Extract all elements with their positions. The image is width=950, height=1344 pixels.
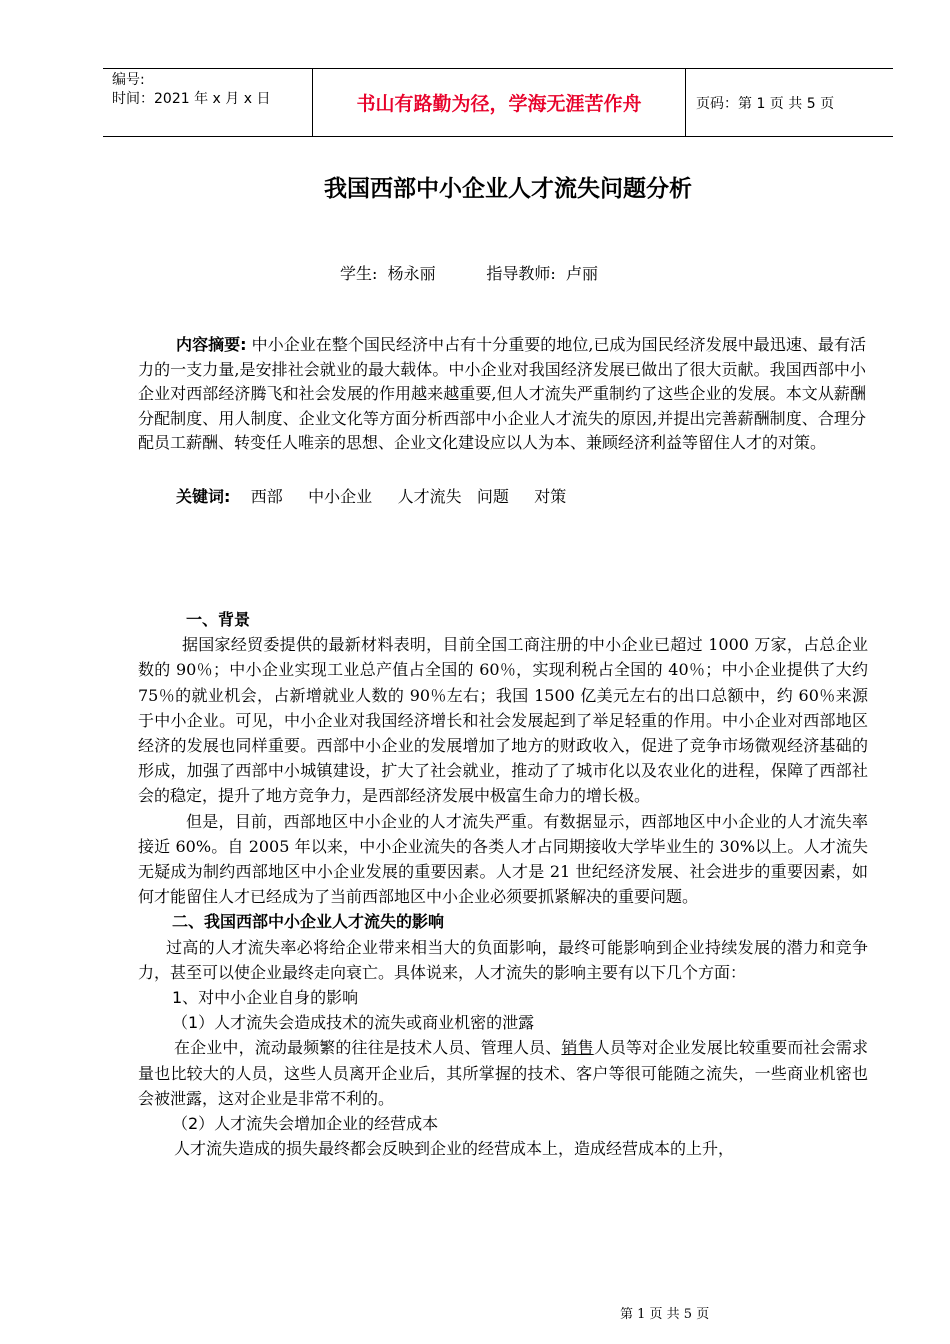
paragraph-part: 人员等对企业发展比较重要而社会需求量也比较大的人员，这些人员离开企业后，其所掌握的技术、客户等很可能随之流失，一些商业机密也会被泄露，这对企业是非常不利的。 [138,1038,868,1108]
subheading: （2）人才流失会增加企业的经营成本 [172,1114,439,1134]
header-left-cell [103,69,313,136]
number-label: 编号: [112,72,145,88]
subheading: （1）人才流失会造成技术的流失或商业机密的泄露 [172,1013,535,1033]
paragraph: 据国家经贸委提供的最新材料表明，目前全国工商注册的中小企业已超过 1000 万家，占总企业数的 90％；中小企业实现工业总产值占全国的 60％，实现利税占全国的 40％；中小企业提供了大约 75％的就业机会，占新增就业人数的 90％左右；我国 1500 亿美元左右的出口总额中，约 60％来源于中小企业。可见，中小企业对我国经济增长和社会发展起到了举足轻重的作用。中小企业对西部地区经济的发展也同样重要。西部中小企业的发展增加了地方的财政收入，促进了竞争市场微观经济基础的形成，加强了西部中小城镇建设，扩大了社会就业，推动了了城市化以及农业化的进程，保障了西部社会的稳定，提升了地方竞争力，是西部经济发展中极富生命力的增长极。 [138,635,868,806]
header-table [103,68,893,137]
heading-background: 一、背景 [186,610,251,629]
heading-impact: 二、我国西部中小企业人才流失的影响 [172,912,445,932]
authors-line: 学生: 杨永丽 指导教师: 卢丽 [340,264,598,283]
link-sales[interactable]: 销售 [561,1038,594,1058]
document-title: 我国西部中小企业人才流失问题分析 [324,176,692,202]
abstract-label: 内容摘要: [176,335,247,354]
abstract [138,333,866,456]
body-text [138,607,868,1161]
motto: 书山有路勤为径，学海无涯苦作舟 [313,69,686,136]
subheading: 1、对中小企业自身的影响 [172,988,359,1008]
abstract-text: 中小企业在整个国民经济中占有十分重要的地位,已成为国民经济发展中最迅速、最有活力的一支力量,是安排社会就业的最大载体。中小企业对我国经济发展已做出了很大贡献。我国西部中小企业对西部经济腾飞和社会发展的作用越来越重要,但人才流失严重制约了这些企业的发展。本文从薪酬分配制度、用人制度、企业文化等方面分析西部中小企业人才流失的原因,并提出完善薪酬制度、合理分配员工薪酬、转变任人唯亲的思想、企业文化建设应以人为本、兼顾经济利益等留住人才的对策。 [138,335,866,452]
paragraph [138,1035,868,1111]
paragraph: 过高的人才流失率必将给企业带来相当大的负面影响，最终可能影响到企业持续发展的潜力和竞争力，甚至可以使企业最终走向衰亡。具体说来，人才流失的影响主要有以下几个方面： [138,937,868,982]
keywords-list: 西部 中小企业 人才流失 问题 对策 [230,487,567,506]
paragraph: 但是，目前，西部地区中小企业的人才流失严重。有数据显示，西部地区中小企业的人才流失率接近 60%。自 2005 年以来，中小企业流失的各类人才占同期接收大学毕业生的 30%以上。人才流失无疑成为制约西部地区中小企业发展的重要因素。人才是 21 世纪经济发展、社会进步的重要因素，如何才能留住人才已经成为了当前西部地区中小企业必须要抓紧解决的重要问题。 [138,811,868,907]
date-label: 时间：2021 年 x 月 x 日 [112,91,271,107]
keywords-line [176,484,566,507]
keywords-label: 关键词: [176,487,231,506]
paragraph-part: 在企业中，流动最频繁的往往是技术人员、管理人员、 [174,1038,562,1058]
page-footer: 第 1 页 共 5 页 [620,1307,710,1322]
page-info: 页码：第 1 页 共 5 页 [696,95,835,112]
paragraph: 人才流失造成的损失最终都会反映到企业的经营成本上，造成经营成本的上升， [174,1139,735,1159]
